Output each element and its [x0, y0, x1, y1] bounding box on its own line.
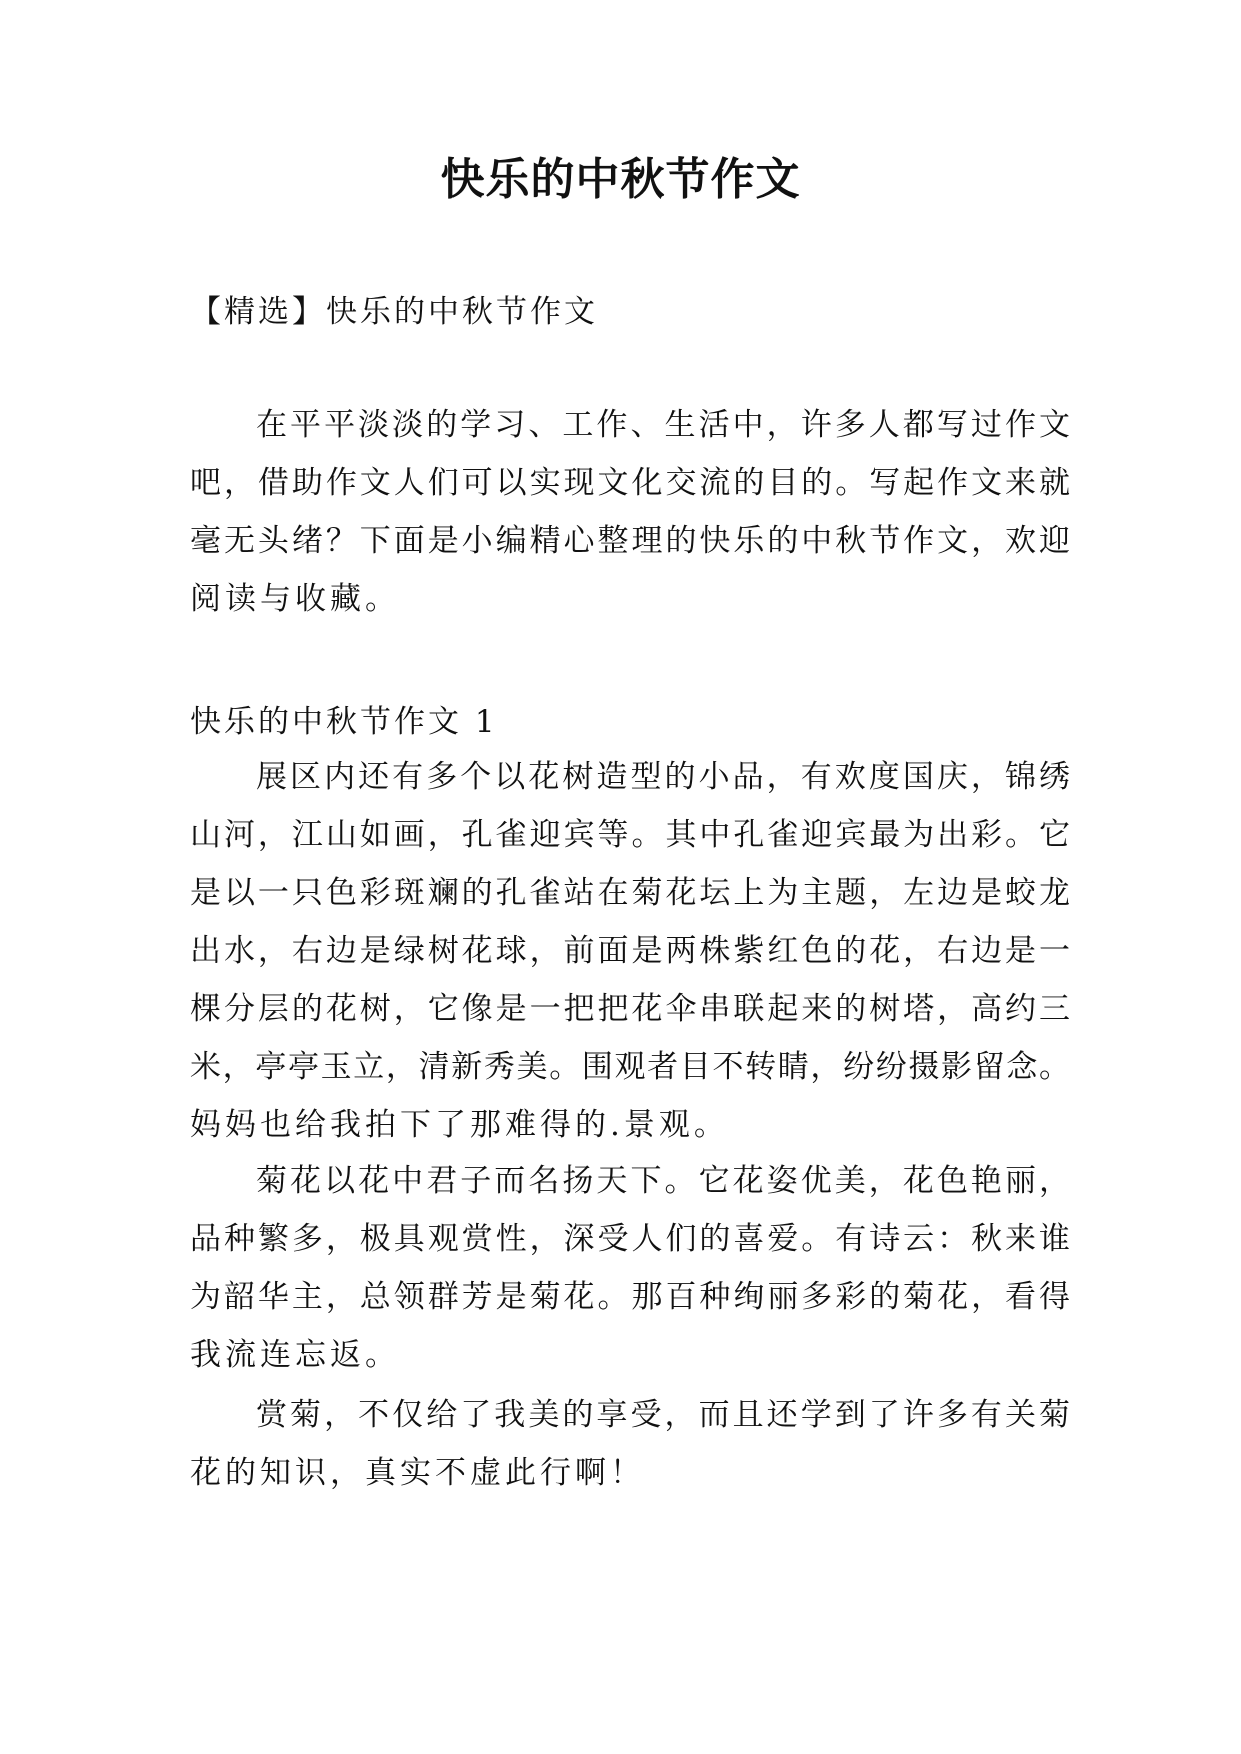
- paragraph-line: 是以一只色彩斑斓的孔雀站在菊花坛上为主题，左边是蛟龙: [190, 875, 1070, 911]
- paragraph-line: 赏菊，不仅给了我美的享受，而且还学到了许多有关菊: [256, 1397, 1070, 1433]
- paragraph-line: 出水，右边是绿树花球，前面是两株紫红色的花，右边是一: [190, 933, 1070, 969]
- paragraph-line: 阅读与收藏。: [190, 581, 400, 617]
- paragraph-line: 花的知识，真实不虚此行啊！: [190, 1455, 645, 1491]
- paragraph-line: 菊花以花中君子而名扬天下。它花姿优美，花色艳丽，: [256, 1163, 1070, 1199]
- paragraph-line: 毫无头绪？下面是小编精心整理的快乐的中秋节作文，欢迎: [190, 523, 1070, 559]
- paragraph-3: [190, 1386, 1070, 1502]
- paragraph-line: 米，亭亭玉立，清新秀美。围观者目不转睛，纷纷摄影留念。: [190, 1049, 1070, 1085]
- paragraph-line: 品种繁多，极具观赏性，深受人们的喜爱。有诗云：秋来谁: [190, 1221, 1070, 1257]
- paragraph-line: 在平平淡淡的学习、工作、生活中，许多人都写过作文: [256, 407, 1070, 443]
- paragraph-line: 吧，借助作文人们可以实现文化交流的目的。写起作文来就: [190, 465, 1070, 501]
- paragraph-1: [190, 748, 1070, 1154]
- paragraph-2: [190, 1152, 1070, 1384]
- paragraph-line: 山河，江山如画，孔雀迎宾等。其中孔雀迎宾最为出彩。它: [190, 817, 1070, 853]
- paragraph-line: 妈妈也给我拍下了那难得的.景观。: [190, 1107, 729, 1143]
- paragraph-line: 我流连忘返。: [190, 1337, 400, 1373]
- paragraph-line: 展区内还有多个以花树造型的小品，有欢度国庆，锦绣: [256, 759, 1070, 795]
- document-title: 快乐的中秋节作文: [440, 154, 801, 205]
- paragraph-line: 棵分层的花树，它像是一把把花伞串联起来的树塔，高约三: [190, 991, 1070, 1027]
- section-heading: 快乐的中秋节作文 1: [190, 704, 498, 740]
- document-subtitle: 【精选】快乐的中秋节作文: [190, 294, 598, 330]
- intro-paragraph: [190, 396, 1070, 628]
- paragraph-line: 为韶华主，总领群芳是菊花。那百种绚丽多彩的菊花，看得: [190, 1279, 1070, 1315]
